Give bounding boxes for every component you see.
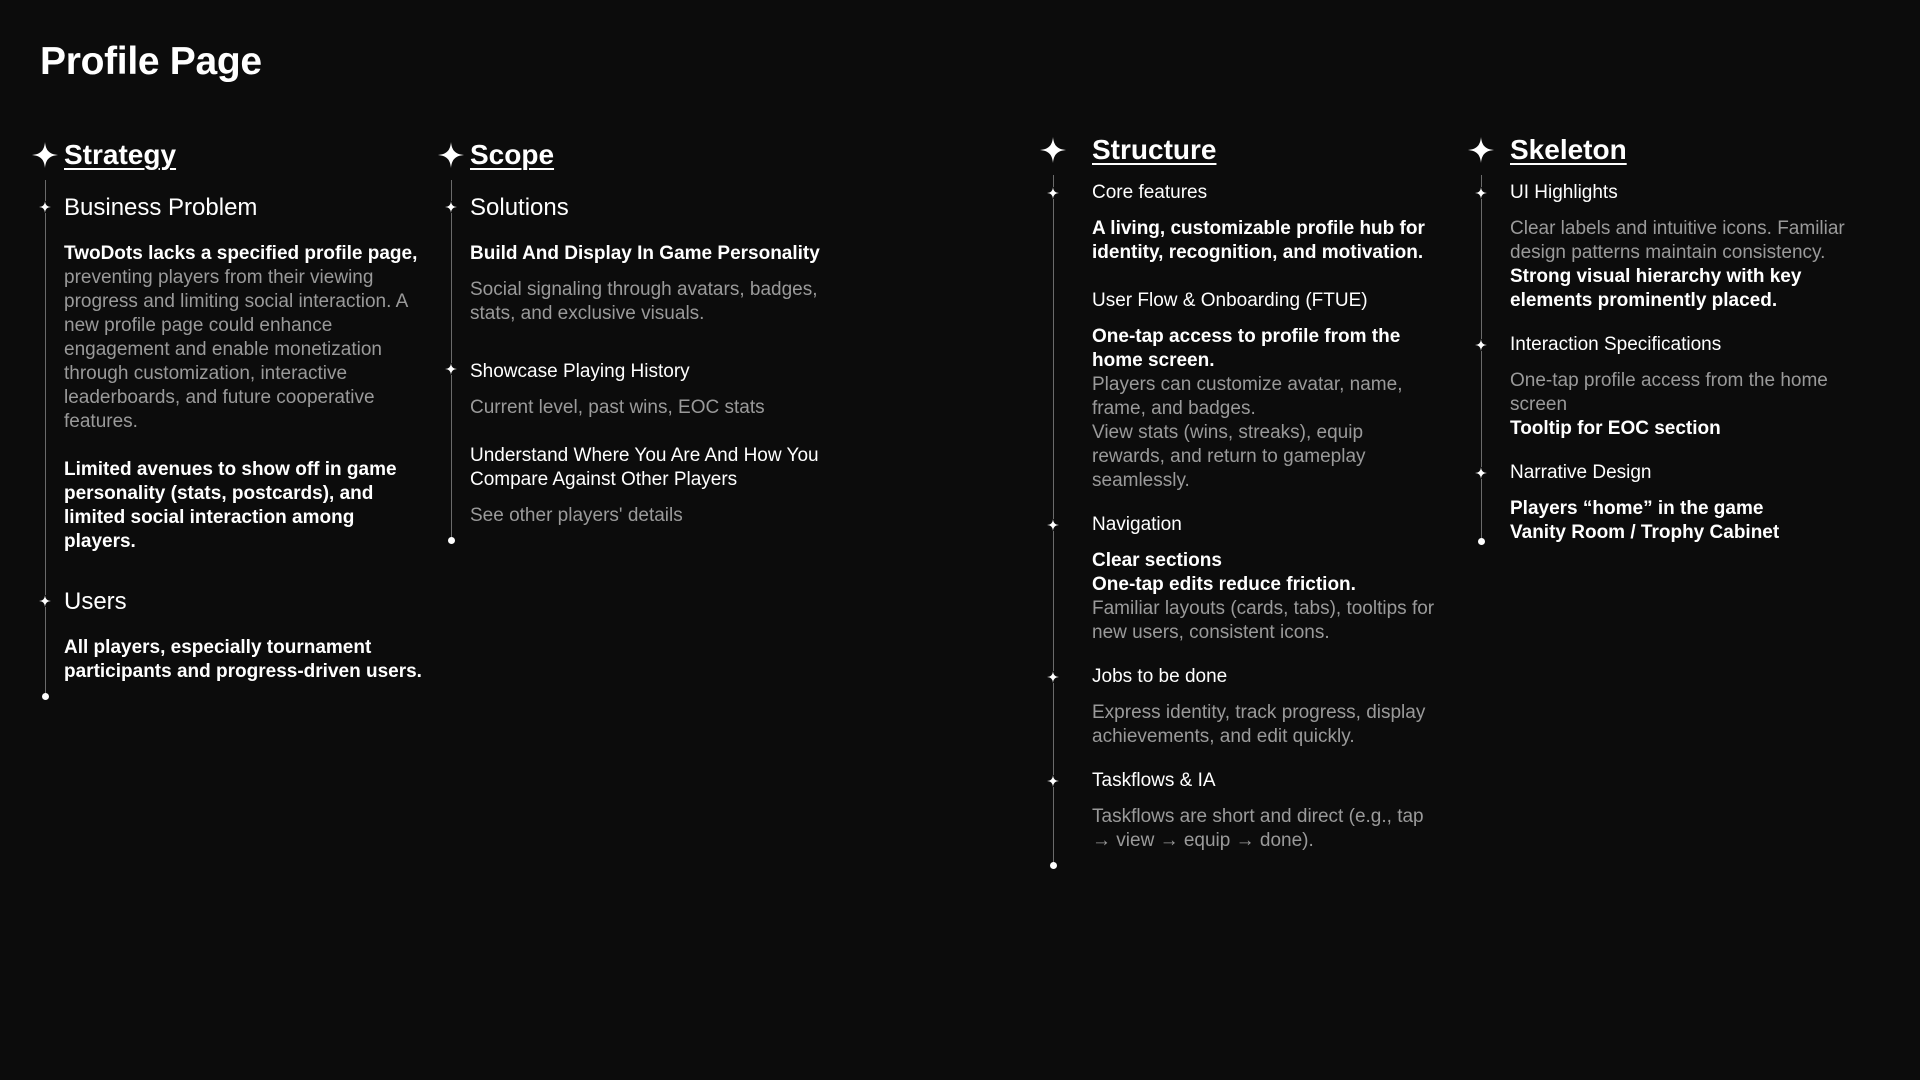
dot-icon (1478, 538, 1485, 545)
interaction-text: One-tap profile access from the home screen (1510, 370, 1828, 415)
structure-timeline (1040, 175, 1440, 873)
strategy-column (32, 138, 422, 704)
four-point-star-icon (1047, 775, 1059, 787)
core-features-section (1092, 175, 1440, 513)
jobs-heading: Jobs to be done (1092, 666, 1228, 687)
four-point-star-icon (39, 201, 51, 213)
four-point-star-icon (1047, 671, 1059, 683)
structure-heading: Structure (1092, 134, 1217, 165)
narrative-section (1510, 461, 1878, 549)
solutions-heading: Solutions (470, 194, 569, 221)
users-section (64, 574, 422, 704)
dot-icon (1050, 862, 1057, 869)
core-features-heading: Core features (1092, 182, 1208, 203)
showcase-history-section (470, 346, 858, 548)
four-point-star-icon (1047, 519, 1059, 531)
ui-highlights-bold: Strong visual hierarchy with key elements prominently placed. (1510, 266, 1802, 311)
jobs-section (1092, 665, 1440, 769)
business-problem-heading: Business Problem (64, 194, 258, 221)
solutions-item-text: Social signaling through avatars, badges, stats, and exclusive visuals. (470, 279, 818, 324)
scope-heading: Scope (470, 139, 555, 170)
scope-timeline (438, 180, 858, 548)
four-point-star-icon (1475, 339, 1487, 351)
navigation-bold-2: One-tap edits reduce friction. (1092, 574, 1356, 595)
ui-highlights-section (1510, 175, 1878, 333)
four-point-star-icon (1475, 187, 1487, 199)
business-problem-text: preventing players from their viewing progress and limiting social interaction. A new profile page could enhance engagement and enable monetization through customization, interactive leaderboards, and future cooperative features. (64, 267, 408, 432)
ui-highlights-heading: UI Highlights (1510, 182, 1618, 203)
narrative-bold-2: Vanity Room / Trophy Cabinet (1510, 522, 1780, 543)
compare-players-text: See other players' details (470, 505, 683, 526)
structure-column (1040, 133, 1440, 873)
four-point-star-icon (1040, 137, 1066, 163)
navigation-bold-1: Clear sections (1092, 550, 1222, 571)
solutions-section (470, 180, 858, 346)
navigation-heading: Navigation (1092, 514, 1182, 535)
user-flow-title: User Flow & Onboarding (FTUE) (1092, 290, 1368, 311)
four-point-star-icon (445, 201, 457, 213)
business-problem-section (64, 180, 422, 574)
showcase-history-text: Current level, past wins, EOC stats (470, 397, 765, 418)
scope-column (438, 138, 858, 548)
skeleton-column (1468, 133, 1878, 549)
page-title: Profile Page (40, 40, 262, 83)
taskflows-heading: Taskflows & IA (1092, 770, 1216, 791)
scope-header (438, 138, 858, 172)
business-problem-bold-text: TwoDots lacks a specified profile page, (64, 243, 418, 264)
navigation-text: Familiar layouts (cards, tabs), tooltips for new users, consistent icons. (1092, 598, 1435, 643)
skeleton-timeline (1468, 175, 1878, 549)
four-point-star-icon (445, 363, 457, 375)
users-heading: Users (64, 588, 127, 615)
strategy-heading: Strategy (64, 139, 177, 170)
strategy-timeline (32, 180, 422, 704)
skeleton-header (1468, 133, 1878, 167)
core-features-text: A living, customizable profile hub for identity, recognition, and motivation. (1092, 218, 1425, 263)
business-problem-paragraph (64, 242, 422, 434)
user-flow-text-1: Players can customize avatar, name, frame, and badges. (1092, 374, 1403, 419)
four-point-star-icon (1047, 187, 1059, 199)
user-flow-text-2: View stats (wins, streaks), equip rewards, and return to gameplay seamlessly. (1092, 422, 1366, 491)
interaction-section (1510, 333, 1878, 461)
dot-icon (42, 693, 49, 700)
taskflows-section (1092, 769, 1440, 873)
strategy-header (32, 138, 422, 172)
structure-header (1040, 133, 1440, 167)
skeleton-heading: Skeleton (1510, 134, 1627, 165)
navigation-section (1092, 513, 1440, 665)
showcase-history-heading: Showcase Playing History (470, 361, 690, 382)
interaction-bold: Tooltip for EOC section (1510, 418, 1721, 439)
narrative-bold-1: Players “home” in the game (1510, 498, 1764, 519)
interaction-heading: Interaction Specifications (1510, 334, 1722, 355)
four-point-star-icon (1468, 137, 1494, 163)
jobs-text: Express identity, track progress, display achievements, and edit quickly. (1092, 702, 1426, 747)
taskflows-text: Taskflows are short and direct (e.g., tap → view → equip → done). (1092, 806, 1424, 851)
dot-icon (448, 537, 455, 544)
ui-highlights-text: Clear labels and intuitive icons. Familiar design patterns maintain consistency. (1510, 218, 1845, 263)
compare-players-title: Understand Where You Are And How You Compare Against Other Players (470, 445, 819, 490)
narrative-heading: Narrative Design (1510, 462, 1652, 483)
four-point-star-icon (438, 142, 464, 168)
four-point-star-icon (32, 142, 58, 168)
user-flow-bold-text: One-tap access to profile from the home screen. (1092, 326, 1401, 371)
limited-avenues-text: Limited avenues to show off in game personality (stats, postcards), and limited social interaction among players. (64, 459, 397, 552)
four-point-star-icon (39, 595, 51, 607)
solutions-item-title: Build And Display In Game Personality (470, 243, 820, 264)
users-text: All players, especially tournament participants and progress-driven users. (64, 637, 422, 682)
four-point-star-icon (1475, 467, 1487, 479)
